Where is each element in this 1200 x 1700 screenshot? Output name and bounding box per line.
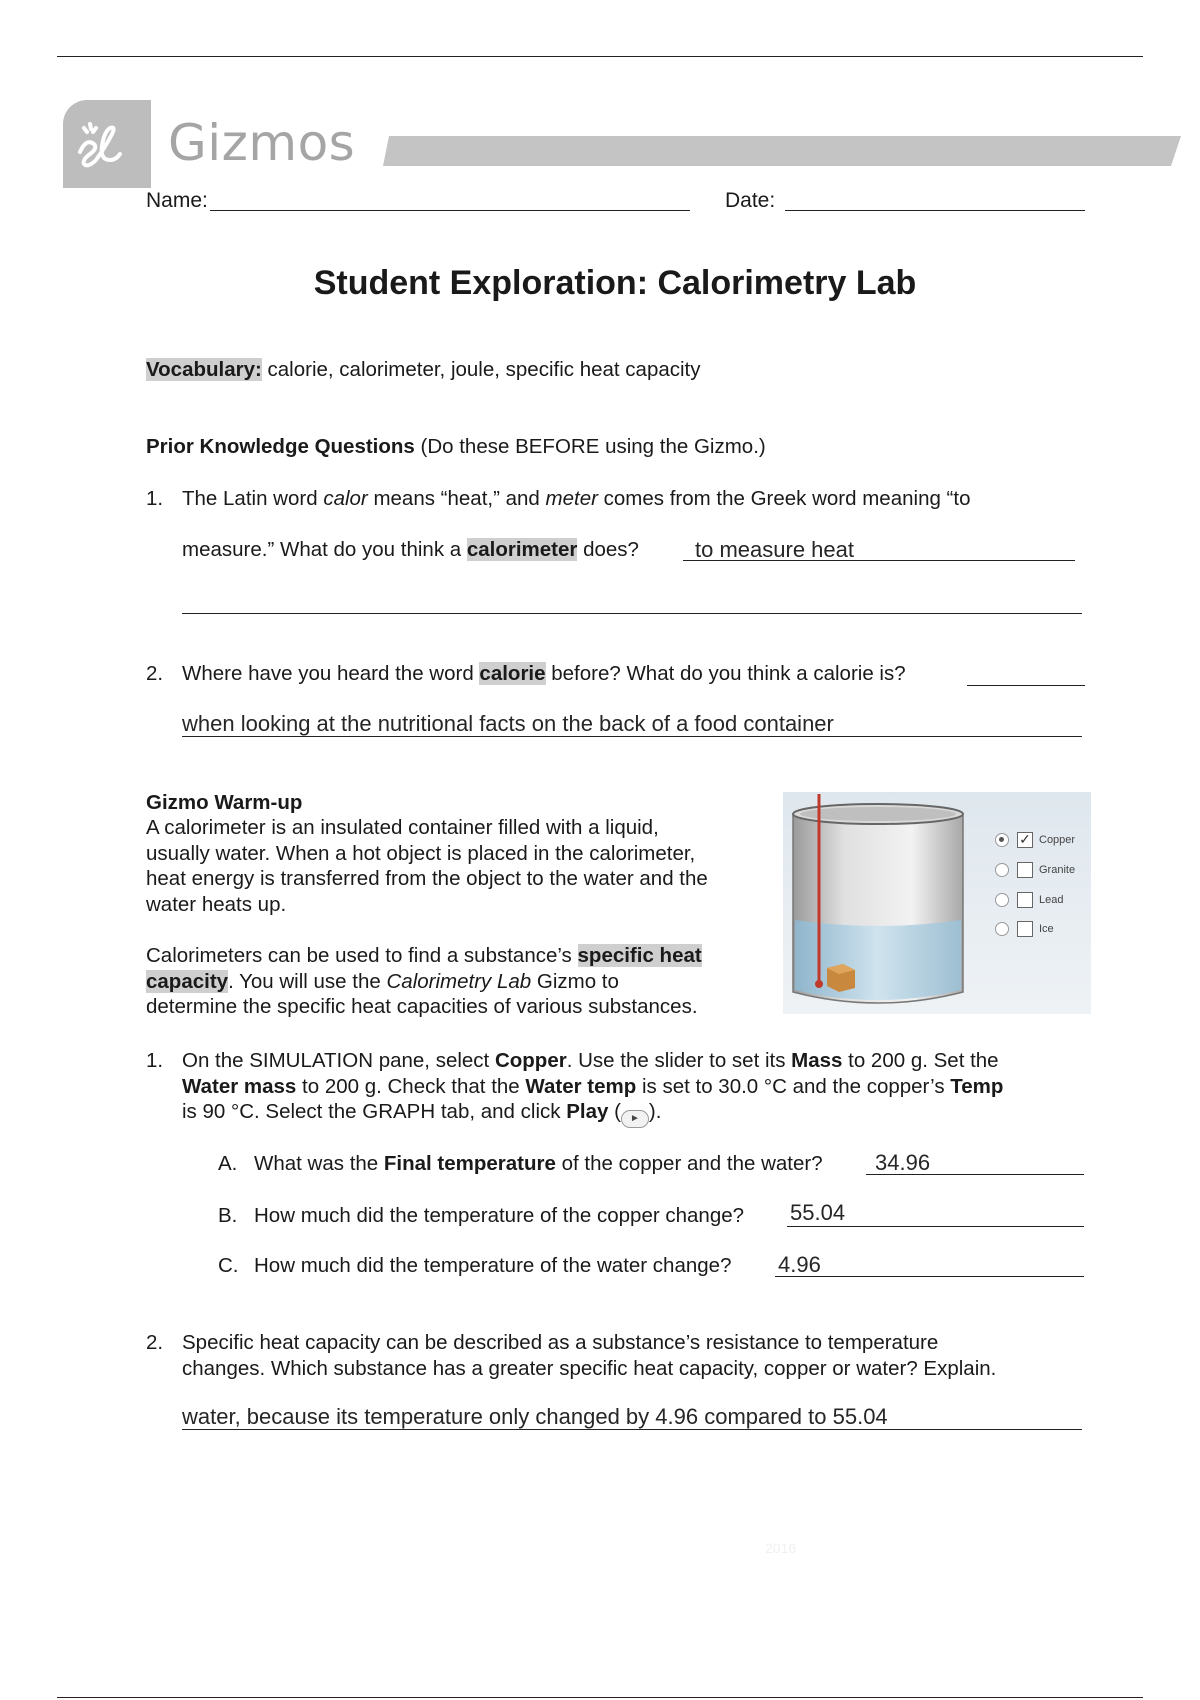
option-granite[interactable] (995, 862, 1075, 878)
bottom-rule (57, 1697, 1143, 1698)
granite-checkbox[interactable] (1017, 862, 1033, 878)
q1a-text-c: of the copper and the water? (555, 1152, 823, 1175)
q1-water-mass: Water mass (182, 1074, 297, 1098)
warmup-paragraph-2 (146, 943, 702, 1020)
faint-watermark: 2016 (765, 1540, 797, 1556)
q1-text-j: ). (648, 1100, 662, 1123)
prior-q1-answer: to measure heat (695, 537, 854, 562)
q1-text-g: is set to 30.0 °C and the copper’s (636, 1074, 951, 1098)
q1-play: Play (566, 1100, 609, 1123)
prior-q1-text-e: does? (577, 538, 639, 561)
q1a-final-temperature: Final temperature (383, 1152, 556, 1175)
calorimeter-image (783, 792, 1091, 1014)
page-title: Student Exploration: Calorimetry Lab (313, 264, 917, 302)
copper-label: Copper (1039, 834, 1076, 846)
prior-q1-text-b: means “heat,” and (367, 487, 546, 510)
option-lead[interactable] (995, 892, 1063, 908)
gizmos-logo (63, 100, 151, 188)
q1c-letter: C. (218, 1254, 239, 1277)
warmup-p2-line2 (146, 969, 702, 995)
prior-q1-number: 1. (146, 487, 164, 510)
q1c-answer-line[interactable] (775, 1253, 1084, 1277)
q1-line1 (182, 1048, 1003, 1074)
explorelearning-logo-icon (74, 118, 140, 170)
prior-q1-answer-line-2[interactable] (182, 590, 1082, 614)
q1-mass: Mass (791, 1049, 843, 1072)
warmup-p2-term2: capacity (146, 969, 229, 993)
q1a-letter: A. (218, 1152, 238, 1175)
q1c-question: How much did the temperature of the water change? (254, 1254, 732, 1277)
vocabulary-label: Vocabulary: (146, 358, 262, 381)
prior-q2-text (182, 661, 906, 687)
q1a-question (254, 1151, 823, 1177)
prior-q1-text-d: measure.” What do you think a (182, 538, 467, 561)
q1c-answer: 4.96 (778, 1252, 821, 1277)
lead-label: Lead (1039, 894, 1064, 906)
ice-radio[interactable] (995, 922, 1009, 936)
prior-q2-number: 2. (146, 662, 164, 685)
prior-heading-note: (Do these BEFORE using the Gizmo.) (414, 435, 766, 458)
warmup-p1-line1: A calorimeter is an insulated container filled with a liquid, (146, 816, 659, 839)
warmup-p2-gizmo-name: Calorimetry Lab (386, 969, 532, 993)
warmup-p2-text-a: Calorimeters can be used to find a substance’s (146, 944, 578, 967)
q1-text-i: ( (608, 1100, 621, 1123)
prior-q1-term: calorimeter (466, 538, 578, 561)
prior-q2-text-a: Where have you heard the word (182, 662, 480, 685)
copper-radio[interactable] (995, 833, 1009, 847)
q1-temp: Temp (950, 1074, 1004, 1098)
prior-q1-line2 (182, 537, 639, 563)
q1-line3 (182, 1099, 1003, 1128)
warmup-p2-text-b: . You will use the (228, 969, 387, 993)
prior-knowledge-heading (146, 434, 766, 460)
q2-question (182, 1330, 996, 1381)
prior-q1-meter: meter (545, 487, 598, 510)
q2-number: 2. (146, 1331, 164, 1354)
prior-q2-text-b: before? What do you think a calorie is? (545, 662, 906, 685)
q1b-letter: B. (218, 1204, 238, 1227)
warmup-p2-line3: determine the specific heat capacities of various substances. (146, 995, 698, 1018)
ice-label: Ice (1039, 923, 1054, 935)
q1-text-e: to 200 g. Set the (842, 1049, 999, 1072)
prior-q1-text-a: The Latin word (182, 487, 324, 510)
option-ice[interactable] (995, 921, 1054, 937)
ice-checkbox[interactable] (1017, 921, 1033, 937)
prior-q2-answer-line-1[interactable] (967, 662, 1085, 686)
granite-radio[interactable] (995, 863, 1009, 877)
brand-name: Gizmos (168, 114, 356, 172)
header-bar (383, 136, 1181, 166)
warmup-p2-term1: specific heat (577, 944, 702, 967)
play-icon: ► (621, 1110, 649, 1128)
q1-text-h: is 90 °C. Select the GRAPH tab, and click (182, 1100, 567, 1123)
q1-number: 1. (146, 1049, 164, 1072)
q2-line1: Specific heat capacity can be described as a substance’s resistance to temperature (182, 1331, 939, 1354)
warmup-p1-line2: usually water. When a hot object is placed in the calorimeter, (146, 841, 696, 865)
warmup-paragraph-1 (146, 815, 708, 917)
prior-q1-calor: calor (323, 487, 368, 510)
q1b-answer: 55.04 (790, 1200, 846, 1225)
q1-text-c: . Use the slider to set its (566, 1049, 792, 1072)
lead-radio[interactable] (995, 893, 1009, 907)
q1-text-f: to 200 g. Check that the (296, 1074, 526, 1098)
prior-q1-line1 (182, 486, 971, 512)
option-copper[interactable] (995, 832, 1075, 848)
q1a-text-a: What was the (254, 1152, 384, 1175)
warmup-p2-line1 (146, 943, 702, 969)
warmup-p1-line3: heat energy is transferred from the object to the water and the (146, 867, 708, 890)
q1-text-a: On the SIMULATION pane, select (182, 1049, 495, 1072)
warmup-p2-text-c: Gizmo to (531, 969, 619, 993)
vocabulary-line (146, 357, 701, 383)
q2-line2: changes. Which substance has a greater specific heat capacity, copper or water? Explain. (182, 1356, 997, 1380)
granite-label: Granite (1039, 864, 1076, 876)
q1a-answer: 34.96 (875, 1150, 931, 1175)
copper-checkbox[interactable]: ✓ (1017, 832, 1033, 848)
lead-checkbox[interactable] (1017, 892, 1033, 908)
q1-water-temp: Water temp (525, 1074, 637, 1098)
q1b-question: How much did the temperature of the copper change? (254, 1204, 745, 1227)
prior-q2-answer: when looking at the nutritional facts on the back of a food container (182, 711, 834, 736)
date-label: Date: (725, 189, 776, 212)
date-field[interactable] (785, 189, 1085, 211)
q1-instructions (182, 1048, 1003, 1128)
prior-q2-term: calorie (479, 662, 546, 685)
warmup-heading: Gizmo Warm-up (146, 791, 303, 814)
vocabulary-terms: calorie, calorimeter, joule, specific heat capacity (261, 358, 701, 381)
q1-line2 (182, 1074, 1003, 1100)
prior-q1-text-c: comes from the Greek word meaning “to (597, 487, 971, 510)
prior-heading-text: Prior Knowledge Questions (146, 435, 415, 458)
q2-answer: water, because its temperature only changed by 4.96 compared to 55.04 (182, 1404, 888, 1429)
warmup-p1-line4: water heats up. (146, 892, 287, 916)
name-field[interactable] (210, 189, 690, 211)
name-label: Name: (146, 189, 208, 212)
q1-copper: Copper (494, 1049, 567, 1072)
top-rule (57, 56, 1143, 57)
